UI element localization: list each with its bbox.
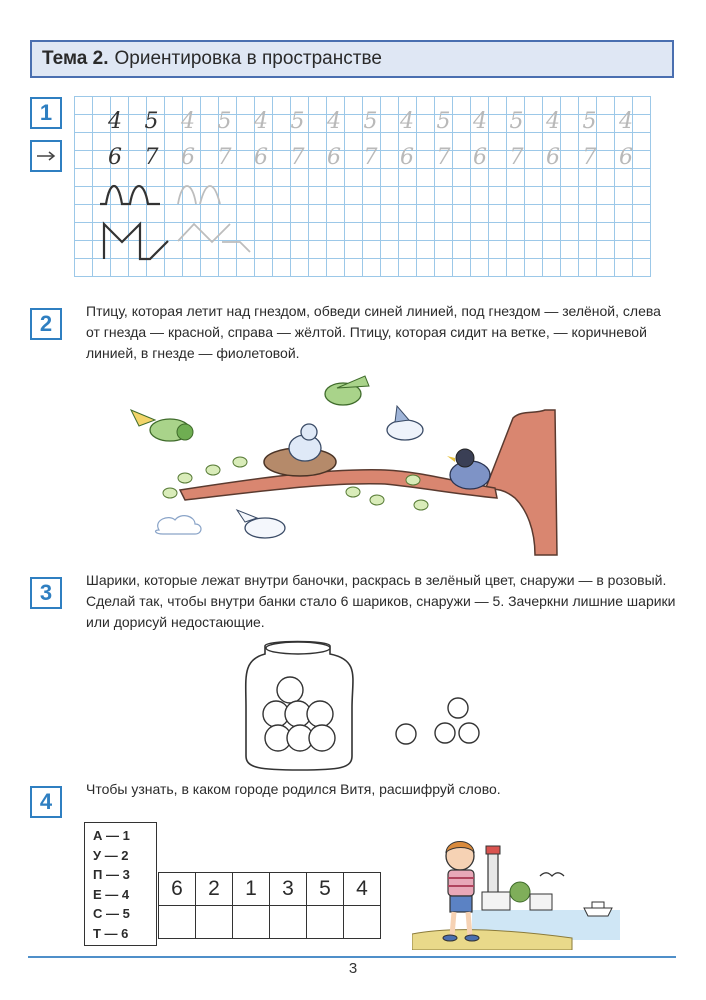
- tree-trunk: [485, 410, 557, 555]
- answer-letter-cell[interactable]: [233, 906, 270, 939]
- digit-pattern-45-digit: 4: [327, 109, 341, 134]
- handwriting-grid: [74, 96, 651, 277]
- code-digit-cell: 2: [196, 873, 233, 906]
- digit-pattern-67-digit: 6: [254, 145, 268, 170]
- leaf: [178, 473, 192, 483]
- digit-pattern-45-digit: 5: [509, 109, 524, 134]
- topic-header: [30, 40, 674, 78]
- digit-pattern-45-digit: 4: [254, 109, 268, 134]
- digit-pattern-67-digit: 7: [144, 145, 159, 170]
- digit-pattern-67-digit: 7: [217, 145, 232, 170]
- ball-inside: [309, 725, 335, 751]
- task-2-number: 2: [30, 308, 62, 340]
- task-2-text: Птицу, которая летит над гнездом, обведи синей линией, под гнездом — зелёной, слева от гнезда — красной, справа — жёлтой. Птицу, которая сидит на ветке, — коричневой линией, в гнезде — фиолетовой.: [86, 303, 661, 361]
- arch-pattern-sample: [100, 186, 160, 204]
- digit-pattern-67-digit: 6: [327, 145, 341, 170]
- legend-entry: Т — 6: [93, 925, 129, 941]
- digit-pattern-67-digit: 6: [181, 145, 195, 170]
- cipher-legend: [84, 822, 157, 946]
- ball-outside: [459, 723, 479, 743]
- ball-outside: [435, 723, 455, 743]
- digit-pattern-67-digit: 7: [290, 145, 305, 170]
- legend-entry: П — 3: [93, 867, 130, 882]
- task-4-text: Чтобы узнать, в каком городе родился Витя, расшифруй слово.: [86, 781, 501, 797]
- digit-pattern-67-digit: 7: [436, 145, 451, 170]
- leaf: [346, 487, 360, 497]
- zigzag-pattern-trace: [178, 224, 250, 252]
- topic-title: Ориентировка в пространстве: [114, 48, 382, 69]
- leaf: [370, 495, 384, 505]
- code-digit-cell: 3: [270, 873, 307, 906]
- digit-pattern-45-digit: 4: [181, 109, 195, 134]
- digit-pattern-67-digit: 7: [582, 145, 597, 170]
- legend-entry: С — 5: [93, 906, 130, 921]
- task-3-number: 3: [30, 577, 62, 609]
- digit-pattern-67-digit: 6: [473, 145, 487, 170]
- ball-outside: [448, 698, 468, 718]
- topic-label: Тема 2.: [42, 48, 109, 69]
- leaf: [206, 465, 220, 475]
- answer-letter-cell[interactable]: [196, 906, 233, 939]
- code-digit-cell: 4: [344, 873, 381, 906]
- leaf: [414, 500, 428, 510]
- ball-inside: [277, 677, 303, 703]
- digit-pattern-67-digit: 6: [400, 145, 414, 170]
- code-digit-cell: 5: [307, 873, 344, 906]
- ball-inside: [307, 701, 333, 727]
- digit-pattern-67-digit: 6: [619, 145, 633, 170]
- right-arrow-icon: [30, 140, 62, 172]
- digit-pattern-45-digit: 5: [582, 109, 597, 134]
- arch-pattern-trace: [178, 186, 220, 204]
- task-3-text: Шарики, которые лежат внутри баночки, раскрась в зелёный цвет, снаружи — в розовый. Сделай так, чтобы внутри банки стало 6 шариков, снаружи — 5. Зачеркни лишние шарики или дорисуй недостающие.: [86, 572, 676, 630]
- digit-pattern-67-digit: 7: [363, 145, 378, 170]
- digit-pattern-45-digit: 4: [473, 109, 487, 134]
- leaf: [163, 488, 177, 498]
- ball-outside: [396, 724, 416, 744]
- digit-pattern-45-digit: 4: [546, 109, 560, 134]
- jar-balls-illustration: [240, 638, 500, 773]
- digit-pattern-67-digit: 6: [546, 145, 560, 170]
- digit-pattern-45-digit: 5: [144, 109, 159, 134]
- answer-letter-cell[interactable]: [307, 906, 344, 939]
- cloud: [156, 516, 201, 534]
- digit-pattern-45-digit: 4: [108, 109, 122, 134]
- task-4-number: 4: [30, 786, 62, 818]
- digit-pattern-45-digit: 5: [217, 109, 232, 134]
- legend-entry: А — 1: [93, 828, 130, 843]
- bird-below-nest: [245, 518, 285, 538]
- bird-right-of-nest: [387, 420, 423, 440]
- answer-letter-cell[interactable]: [344, 906, 381, 939]
- legend-entry: Е — 4: [93, 886, 130, 902]
- page-number: 3: [348, 960, 358, 977]
- digit-pattern-45-digit: 5: [436, 109, 451, 134]
- code-digit-cell: 1: [233, 873, 270, 906]
- legend-entry: У — 2: [93, 847, 129, 863]
- boy-seaside-illustration: [412, 830, 622, 950]
- digit-pattern-45-digit: 5: [290, 109, 305, 134]
- digit-pattern-45-digit: 4: [400, 109, 414, 134]
- gull: [540, 873, 564, 876]
- leaf: [233, 457, 247, 467]
- zigzag-pattern-sample: [104, 224, 168, 259]
- cipher-answer-table: [158, 872, 381, 939]
- digit-pattern-45-digit: 4: [619, 109, 633, 134]
- digit-pattern-67-digit: 6: [108, 145, 122, 170]
- footer-divider: [28, 956, 676, 958]
- task-1-number: 1: [30, 97, 62, 129]
- code-digit-cell: 6: [159, 873, 196, 906]
- answer-letter-cell[interactable]: [159, 906, 196, 939]
- leaf: [406, 475, 420, 485]
- digit-pattern-45-digit: 5: [363, 109, 378, 134]
- answer-letter-cell[interactable]: [270, 906, 307, 939]
- pattern-drawings: [74, 96, 650, 276]
- birds-branch-illustration: [125, 370, 565, 560]
- digit-pattern-67-digit: 7: [509, 145, 524, 170]
- ship: [584, 908, 612, 916]
